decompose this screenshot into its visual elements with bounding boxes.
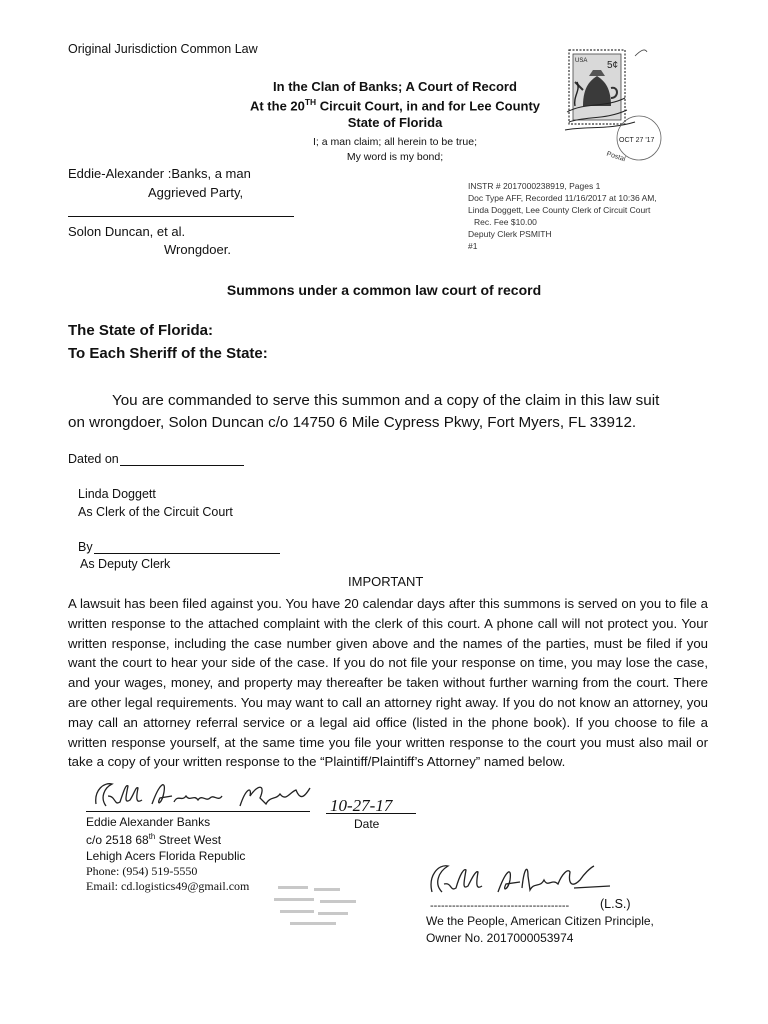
wrongdoer-name: Solon Duncan, et al.: [68, 224, 186, 239]
aggrieved-party-name: Eddie-Alexander :Banks, a man: [68, 166, 251, 181]
stamp-country: USA: [575, 58, 588, 64]
command-line-1: You are commanded to serve this summon and a copy of the claim in this law suit: [112, 392, 660, 409]
address-state: The State of Florida:: [68, 322, 214, 339]
court-name: In the Clan of Banks; A Court of Record: [273, 79, 517, 94]
recording-doc-type: Doc Type AFF, Recorded 11/16/2017 at 10:36 AM,: [468, 193, 657, 203]
owner-number: Owner No. 2017000053974: [426, 931, 574, 945]
deputy-clerk-title: As Deputy Clerk: [80, 557, 171, 571]
faded-seal-impression: [270, 880, 380, 940]
contact-name: Eddie Alexander Banks: [86, 815, 211, 829]
notice-paragraph: A lawsuit has been filed against you. You have 20 calendar days after this summons is served on you to file a written response to the attached complaint with the clerk of this court. A phone call will not protect you. Your written response, including the case number given above and the names of the parties, must be filed if you want the court to hear your side of the case. If you do not file your response on time, you may lose the case, and your wages, money, and property may thereafter be taken without further warning from the court. There are other legal requirements. You may want to call an attorney right away. If you do not know an attorney, you may call an attorney referral service or a legal aid office (listed in the phone book). If you choose to file a written response yourself, at the same time you file your written response to the court you must also mail or take a copy of your written response to the “Plaintiff/Plaintiff’s Attorney” named below.: [68, 596, 708, 770]
jurisdiction-label: Original Jurisdiction Common Law: [68, 42, 258, 56]
postmark-date: OCT 27 '17: [619, 137, 655, 144]
claim-statement: I; a man claim; all herein to be true;: [313, 136, 477, 148]
signature-eddie-alexander: [424, 858, 624, 902]
command-line-2: on wrongdoer, Solon Duncan c/o 14750 6 Mile Cypress Pkwy, Fort Myers, FL 33912.: [68, 414, 637, 431]
clerk-title: As Clerk of the Circuit Court: [78, 505, 233, 519]
bond-statement: My word is my bond;: [346, 151, 444, 163]
court-state: State of Florida: [347, 115, 443, 130]
wrongdoer-role: Wrongdoer.: [164, 242, 231, 257]
contact-email: Email: cd.logistics49@gmail.com: [86, 879, 250, 893]
recording-fee: Rec. Fee $10.00: [474, 217, 537, 227]
handwritten-date: 10-27-17: [330, 796, 393, 815]
postal-text: Postal: [605, 150, 627, 164]
party-divider: [68, 216, 294, 217]
address-sheriff: To Each Sheriff of the State:: [68, 345, 268, 362]
ls-label: (L.S.): [600, 897, 631, 911]
recording-clerk: Linda Doggett, Lee County Clerk of Circuit Court: [468, 205, 651, 215]
stamp-value: 5¢: [607, 60, 619, 71]
owner-principle: We the People, American Citizen Principle,: [426, 914, 654, 928]
recording-deputy: Deputy Clerk PSMITH: [468, 229, 552, 239]
seal-dashed-line: --------------------------------------: [430, 900, 570, 912]
signature-line: [86, 811, 310, 812]
contact-street: c/o 2518 68th Street West: [86, 832, 222, 847]
date-line: [326, 813, 416, 814]
dated-blank-line: [120, 465, 244, 466]
contact-city: Lehigh Acers Florida Republic: [86, 849, 246, 863]
contact-phone: Phone: (954) 519-5550: [86, 864, 198, 878]
aggrieved-party-role: Aggrieved Party,: [148, 185, 244, 200]
court-circuit: At the 20TH Circuit Court, in and for Lee County: [249, 97, 541, 114]
clerk-name: Linda Doggett: [78, 487, 156, 501]
important-heading: IMPORTANT: [348, 574, 424, 589]
by-label: By: [78, 540, 93, 554]
date-label: Date: [354, 817, 380, 831]
by-blank-line: [94, 553, 280, 554]
signature-eddie-banks: [90, 776, 320, 816]
recording-number: #1: [468, 241, 478, 251]
postage-stamp: [565, 46, 657, 164]
document-title: Summons under a common law court of record: [226, 282, 542, 298]
recording-instr: INSTR # 2017000238919, Pages 1: [468, 181, 601, 191]
dated-label: Dated on: [68, 452, 119, 466]
